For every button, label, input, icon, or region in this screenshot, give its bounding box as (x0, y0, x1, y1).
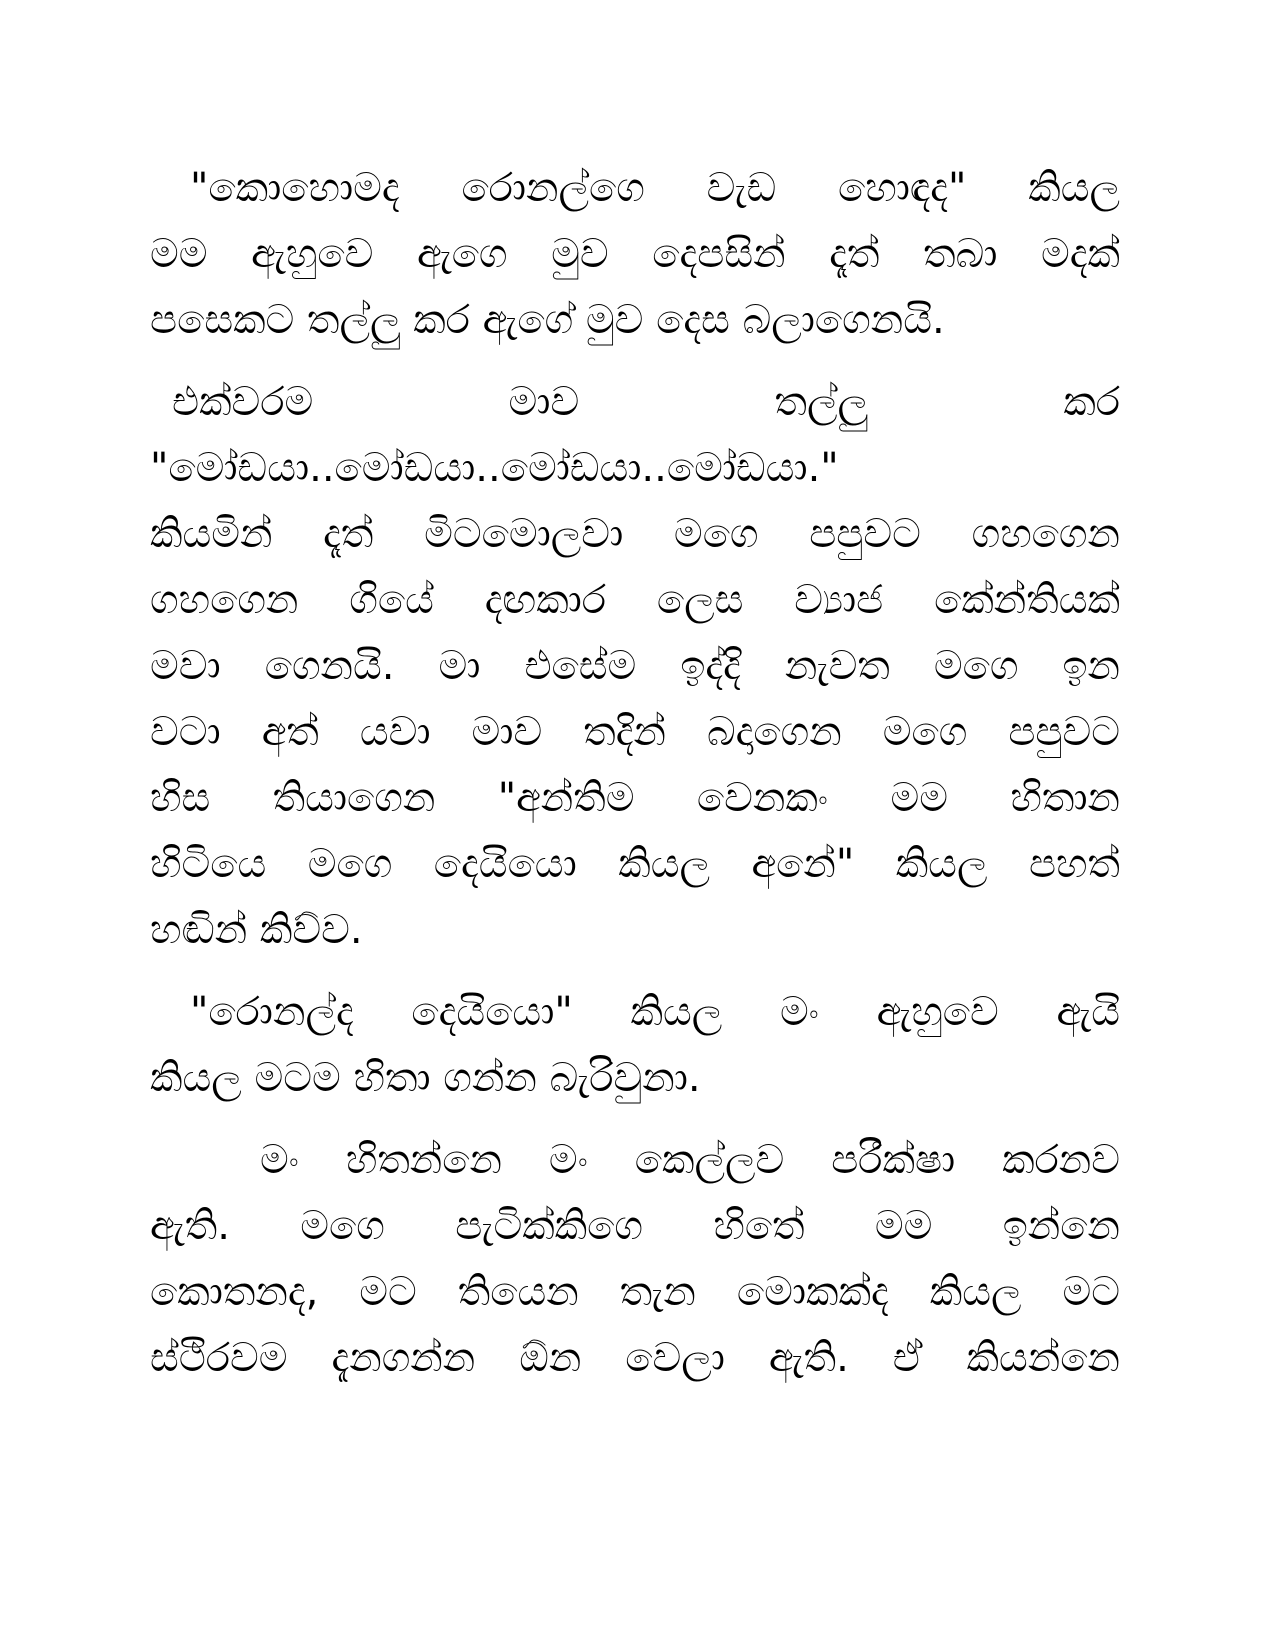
text-line: කියල මටම හිතා ගන්න බැරිවුනා. (150, 1055, 701, 1101)
text-line: ස්ථිරවම දැනගන්න ඕන වෙලා ඇති. ඒ කියන්නෙ (150, 1335, 1120, 1381)
text-line: හිස තියාගෙන "අන්තිම වෙනකං මම හිතාන (150, 775, 1120, 821)
text-line: හිටියෙ මගෙ දෙයියො කියල අනේ" කියල පහත් (150, 841, 1120, 887)
story-text (150, 155, 1120, 1407)
paragraph-4 (150, 1127, 1120, 1391)
text-line: වටා අත් යවා මාව තදින් බදාගෙන මගෙ පපුවට (150, 709, 1120, 755)
text-line: "මෝඩයා..මෝඩයා..මෝඩයා..මෝඩයා." (150, 445, 839, 491)
text-line: මං හිතන්නෙ මං කෙල්ලව පරීක්ෂා කරනව (260, 1137, 1120, 1183)
text-line: ඇති. මගෙ පැටික්කිගෙ හිතේ මම ඉන්නෙ (150, 1203, 1120, 1249)
text-line: කොතනද, මට තියෙන තැන මොකක්ද කියල මට (150, 1269, 1120, 1315)
text-line: කියමින් දෑත් මිටමොලවා මගෙ පපුවට ගහගෙන (150, 511, 1120, 557)
text-line: මවා ගෙනයි. මා එසේම ඉද්දි නැවත මගෙ ඉන (150, 643, 1120, 689)
text-line: "රොනල්ද දෙයියො" කියල මං ඇහුවෙ ඇයි (190, 989, 1120, 1035)
paragraph-3 (150, 979, 1120, 1111)
paragraph-2 (150, 369, 1120, 963)
text-line: මම ඇහුවෙ ඇගෙ මුව දෙපසින් දෑත් තබා මදක් (150, 231, 1120, 277)
text-line: පසෙකට තල්ලු කර ඇගේ මුව දෙස බලාගෙනයි. (150, 297, 945, 343)
paragraph-1 (150, 155, 1120, 353)
text-line: හඬින් කිව්ව. (150, 907, 363, 953)
text-line: "කොහොමද රොනල්ගෙ වැඩ හොඳද" කියල (190, 165, 1120, 211)
text-line: ගහගෙන ගියේ දඟකාර ලෙස ව්‍යාජ කේන්තියක් (150, 577, 1120, 623)
text-line: එක්වරම මාව තල්ලු කර (172, 379, 1120, 425)
